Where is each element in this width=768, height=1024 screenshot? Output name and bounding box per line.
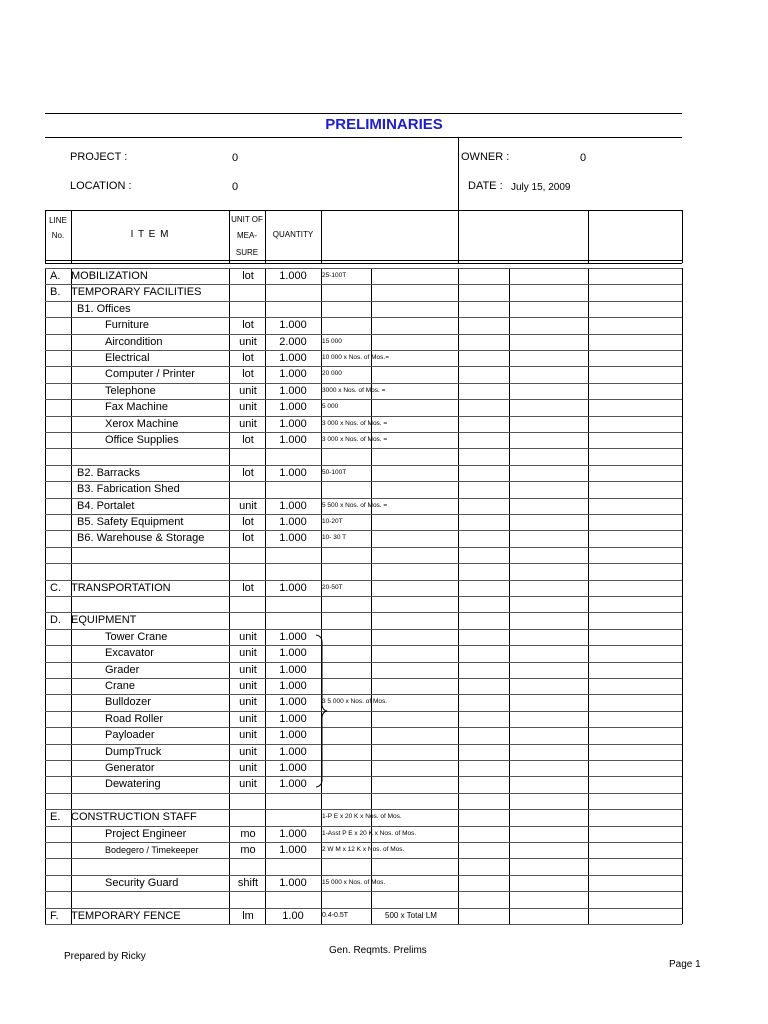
table-row — [0, 727, 768, 743]
unit-cell: unit — [239, 746, 257, 758]
unit-cell: unit — [239, 762, 257, 774]
item-cell: Payloader — [105, 729, 155, 741]
item-cell: Furniture — [105, 319, 150, 331]
unit-cell: unit — [239, 631, 257, 643]
unit-cell — [231, 858, 265, 874]
line-no-cell: E. — [50, 811, 61, 823]
unit-cell: mo — [240, 844, 256, 856]
note-cell: 20 000 — [322, 370, 342, 377]
item-cell: TEMPORARY FENCE — [71, 910, 181, 922]
quantity-cell: 1.000 — [279, 532, 307, 544]
unit-cell — [231, 891, 265, 907]
header-vline-7 — [682, 210, 683, 263]
item-cell: Security Guard — [105, 877, 179, 889]
unit-cell: lot — [242, 270, 254, 282]
info-divider — [458, 137, 459, 211]
quantity-cell — [267, 481, 319, 497]
note-cell: 10 000 x Nos. of Mos.= — [322, 354, 390, 361]
quantity-cell — [267, 793, 319, 809]
unit-cell: lot — [242, 434, 254, 446]
item-cell: Grader — [105, 664, 140, 676]
table-row — [0, 842, 768, 858]
table-row — [0, 481, 768, 497]
project-label: PROJECT : — [70, 151, 128, 163]
header-vline-3 — [265, 210, 266, 263]
unit-cell: lm — [242, 910, 254, 922]
owner-value: 0 — [580, 152, 587, 164]
note-cell: 10-20T — [322, 518, 343, 525]
grid-hline — [45, 924, 682, 925]
unit-cell: unit — [239, 647, 257, 659]
item-cell: DumpTruck — [105, 746, 162, 758]
item-cell: Dewatering — [105, 778, 161, 790]
table-row — [0, 826, 768, 842]
quantity-cell — [267, 547, 319, 563]
item-cell: B2. Barracks — [77, 467, 140, 479]
item-cell: Computer / Printer — [105, 368, 195, 380]
project-value: 0 — [232, 152, 239, 164]
quantity-cell — [267, 612, 319, 628]
table-row — [0, 908, 768, 924]
quantity-cell: 1.00 — [282, 910, 304, 922]
table-row — [0, 498, 768, 514]
note-cell: 50-100T — [322, 469, 347, 476]
table-row — [0, 645, 768, 661]
line-no-cell: C. — [50, 582, 61, 594]
quantity-cell — [267, 809, 319, 825]
location-label: LOCATION : — [70, 180, 132, 192]
unit-cell: unit — [239, 664, 257, 676]
table-row — [0, 662, 768, 678]
item-cell: B1. Offices — [77, 303, 131, 315]
item-cell: B5. Safety Equipment — [77, 516, 184, 528]
unit-cell: lot — [242, 467, 254, 479]
table-row — [0, 448, 768, 464]
item-cell: Electrical — [105, 352, 150, 364]
note-cell: 15 000 x Nos. of Mos. — [322, 879, 386, 886]
unit-cell: unit — [239, 418, 257, 430]
table-row — [0, 694, 768, 710]
item-cell: Office Supplies — [105, 434, 179, 446]
table-row — [0, 612, 768, 628]
line-no-cell: B. — [50, 286, 61, 298]
note-cell: 3 000 x Nos. of Mos. = — [322, 436, 388, 443]
unit-cell: unit — [239, 401, 257, 413]
col-unit-1: UNIT OF — [231, 215, 263, 224]
unit-cell: unit — [239, 336, 257, 348]
table-row — [0, 596, 768, 612]
header-bottom-rule-2 — [45, 263, 682, 264]
header-vline-5 — [458, 210, 459, 263]
title-rule — [45, 137, 682, 138]
line-no-cell: F. — [50, 910, 59, 922]
page-title: PRELIMINARIES — [325, 116, 443, 133]
table-row — [0, 744, 768, 760]
table-row — [0, 530, 768, 546]
top-rule — [45, 113, 682, 114]
unit-cell: unit — [239, 696, 257, 708]
table-row — [0, 383, 768, 399]
col-unit-2: MEA- — [237, 231, 257, 240]
quantity-cell: 1.000 — [279, 368, 307, 380]
quantity-cell: 1.000 — [279, 680, 307, 692]
table-row — [0, 334, 768, 350]
quantity-cell: 1.000 — [279, 582, 307, 594]
quantity-cell: 1.000 — [279, 352, 307, 364]
item-cell: Excavator — [105, 647, 154, 659]
line-no-cell: A. — [50, 270, 61, 282]
item-cell: B3. Fabrication Shed — [77, 483, 180, 495]
note-cell: 1-Asst P E x 20 K x Nos. of Mos. — [322, 830, 417, 837]
note-cell: 3 5 000 x Nos. of Mos. — [322, 698, 388, 705]
line-no-cell: D. — [50, 614, 61, 626]
unit-cell: shift — [237, 877, 259, 889]
table-row — [0, 711, 768, 727]
unit-cell: lot — [242, 516, 254, 528]
quantity-cell: 1.000 — [279, 762, 307, 774]
sheet-name: Gen. Reqmts. Prelims — [329, 945, 427, 956]
header-vline-2 — [229, 210, 230, 263]
table-row — [0, 465, 768, 481]
quantity-cell: 1.000 — [279, 500, 307, 512]
item-cell: Project Engineer — [105, 828, 187, 840]
item-cell: Crane — [105, 680, 135, 692]
unit-cell: lot — [242, 532, 254, 544]
quantity-cell: 1.000 — [279, 631, 307, 643]
table-row — [0, 760, 768, 776]
unit-cell: mo — [240, 828, 256, 840]
table-row — [0, 776, 768, 792]
unit-cell — [231, 809, 265, 825]
note-cell: 5 500 x Nos. of Mos. = — [322, 502, 388, 509]
item-cell: Xerox Machine — [105, 418, 179, 430]
quantity-cell: 1.000 — [279, 319, 307, 331]
table-row — [0, 678, 768, 694]
date-label: DATE : — [468, 180, 503, 192]
quantity-cell: 1.000 — [279, 844, 307, 856]
col-item: I T E M — [130, 229, 170, 240]
item-cell: Tower Crane — [105, 631, 168, 643]
table-row — [0, 875, 768, 891]
header-vline-0 — [45, 210, 46, 263]
table-row — [0, 563, 768, 579]
table-row — [0, 268, 768, 284]
quantity-cell — [267, 284, 319, 300]
item-cell: Fax Machine — [105, 401, 168, 413]
item-cell: Bodegero / Timekeeper — [105, 845, 199, 855]
item-cell: Aircondition — [105, 336, 163, 348]
header-vline-1 — [71, 210, 72, 263]
header-bottom-rule-1 — [45, 260, 682, 261]
quantity-cell — [267, 301, 319, 317]
table-row — [0, 350, 768, 366]
table-row — [0, 432, 768, 448]
unit-cell — [231, 301, 265, 317]
item-cell: CONSTRUCTION STAFF — [71, 811, 197, 823]
quantity-cell: 1.000 — [279, 664, 307, 676]
table-row — [0, 547, 768, 563]
quantity-cell: 1.000 — [279, 516, 307, 528]
table-row — [0, 317, 768, 333]
note-cell: 15 000 — [322, 338, 342, 345]
unit-cell — [231, 448, 265, 464]
note2-cell: 500 x Total LM — [385, 911, 437, 920]
item-cell: B6. Warehouse & Storage — [77, 532, 205, 544]
table-row — [0, 629, 768, 645]
item-cell: Bulldozer — [105, 696, 151, 708]
quantity-cell — [267, 891, 319, 907]
col-unit-3: SURE — [235, 248, 259, 257]
quantity-cell: 1.000 — [279, 778, 307, 790]
note-cell: 0.4-0.5T — [322, 912, 349, 919]
item-cell: B4. Portalet — [77, 500, 135, 512]
item-cell: TEMPORARY FACILITIES — [71, 286, 202, 298]
unit-cell: lot — [242, 319, 254, 331]
item-cell: MOBILIZATION — [71, 270, 148, 282]
date-value: July 15, 2009 — [511, 182, 571, 193]
table-row — [0, 793, 768, 809]
quantity-cell: 1.000 — [279, 877, 307, 889]
table-row — [0, 284, 768, 300]
quantity-cell: 1.000 — [279, 418, 307, 430]
quantity-cell: 1.000 — [279, 401, 307, 413]
quantity-cell — [267, 563, 319, 579]
header-vline-6 — [588, 210, 589, 263]
unit-cell: lot — [242, 368, 254, 380]
unit-cell — [231, 481, 265, 497]
table-row — [0, 514, 768, 530]
unit-cell — [231, 793, 265, 809]
item-cell: EQUIPMENT — [71, 614, 137, 626]
unit-cell: lot — [242, 582, 254, 594]
table-row — [0, 580, 768, 596]
unit-cell: lot — [242, 352, 254, 364]
quantity-cell: 1.000 — [279, 647, 307, 659]
note-cell: 3000 x Nos. of Mos. = — [322, 387, 386, 394]
table-row — [0, 301, 768, 317]
table-row — [0, 891, 768, 907]
quantity-cell: 1.000 — [279, 746, 307, 758]
col-line-no-2: No. — [51, 231, 65, 240]
note-cell: 25-100T — [322, 272, 347, 279]
unit-cell: unit — [239, 729, 257, 741]
unit-cell: unit — [239, 778, 257, 790]
quantity-cell: 1.000 — [279, 434, 307, 446]
note-cell: 1-P E x 20 K x Nos. of Mos. — [322, 813, 402, 820]
note-cell: 20-50T — [322, 584, 343, 591]
unit-cell — [231, 612, 265, 628]
table-row — [0, 809, 768, 825]
unit-cell: unit — [239, 500, 257, 512]
quantity-cell: 1.000 — [279, 696, 307, 708]
quantity-cell: 1.000 — [279, 270, 307, 282]
table-row — [0, 858, 768, 874]
unit-cell — [231, 563, 265, 579]
unit-cell — [231, 547, 265, 563]
quantity-cell — [267, 858, 319, 874]
quantity-cell: 1.000 — [279, 729, 307, 741]
location-value: 0 — [232, 181, 239, 193]
unit-cell — [231, 596, 265, 612]
table-row — [0, 416, 768, 432]
quantity-cell — [267, 448, 319, 464]
unit-cell: unit — [239, 680, 257, 692]
table-row — [0, 366, 768, 382]
item-cell: Telephone — [105, 385, 156, 397]
prepared-by: Prepared by Ricky — [64, 951, 146, 962]
page-number: Page 1 — [669, 959, 701, 970]
col-quantity: QUANTITY — [272, 230, 314, 239]
col-line-no-1: LINE — [49, 216, 67, 225]
table-row — [0, 399, 768, 415]
quantity-cell: 1.000 — [279, 828, 307, 840]
unit-cell — [231, 284, 265, 300]
note-cell: 5 000 — [322, 403, 339, 410]
header-vline-4 — [321, 210, 322, 263]
quantity-cell: 1.000 — [279, 385, 307, 397]
quantity-cell: 1.000 — [279, 713, 307, 725]
note-cell: 2 W M x 12 K x Nos. of Mos. — [322, 846, 405, 853]
equipment-brace — [315, 634, 329, 788]
quantity-cell — [267, 596, 319, 612]
item-cell: Road Roller — [105, 713, 164, 725]
note-cell: 3 000 x Nos. of Mos. = — [322, 420, 388, 427]
item-cell: Generator — [105, 762, 155, 774]
unit-cell: unit — [239, 713, 257, 725]
item-cell: TRANSPORTATION — [71, 582, 171, 594]
header-top-rule — [45, 210, 682, 211]
unit-cell: unit — [239, 385, 257, 397]
quantity-cell: 2.000 — [279, 336, 307, 348]
owner-label: OWNER : — [461, 151, 510, 163]
quantity-cell: 1.000 — [279, 467, 307, 479]
note-cell: 10- 30 T — [322, 534, 347, 541]
